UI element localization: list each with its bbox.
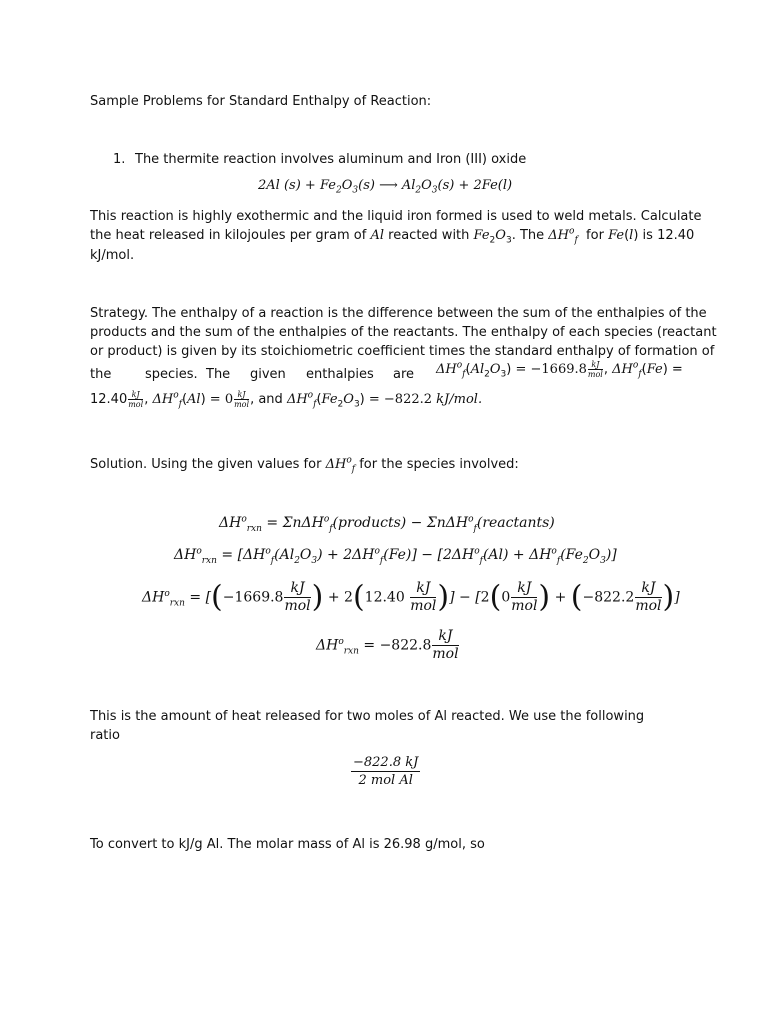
- ratio-fraction: $\frac{-822.8 kJ}{\text{2 mol Al}}$: [353, 755, 419, 788]
- solution-intro: Solution. Using the given values for $\Delta H^o_f$ for the species involved:: [90, 455, 519, 475]
- page-heading: Sample Problems for Standard Enthalpy of Reaction:: [90, 94, 432, 109]
- enthalpy-result-equation: $\Delta H^o_{rxn} = -822.8$ $\frac{kJ}{\text{mol}}$: [316, 628, 459, 662]
- closing-line3: To convert to kJ/g Al. The molar mass of Al is 26.98 g/mol, so: [90, 837, 485, 852]
- problem-paragraph-line3: kJ/mol.: [90, 248, 135, 263]
- problem-statement: The thermite reaction involves aluminum and Iron (III) oxide: [135, 152, 527, 167]
- strategy-word-the2: The: [206, 367, 231, 382]
- strategy-word-given: given: [250, 367, 286, 382]
- strategy-line1: Strategy. The enthalpy of a reaction is the difference between the sum of the enthalpies of the: [90, 306, 707, 321]
- thermite-equation: 2Al $(s) + Fe_2O_3(s)$ ⟶ $Al_2O_3(s) + 2Fe(l)$: [258, 178, 513, 196]
- enthalpy-numeric-equation: $\Delta H^o_{rxn} = [(-1669.8$ $\frac{kJ}{\text{mol}}$ ) + 2(12.40 $\frac{kJ}{\text{mol}}$ )] − [2(0 $\frac{kJ}{\text{mol}}$ ) + (−822.2 $\frac{kJ}{\text{mol}}$ )]: [142, 579, 680, 615]
- strategy-line3: or product) is given by its stoichiometric coefficient times the standard enthalpy of formation of: [90, 344, 715, 359]
- closing-line2: ratio: [90, 728, 120, 743]
- list-number: 1.: [113, 152, 126, 167]
- strategy-values-line1: $\Delta H^o_f(Al_2O_3) = -1669.8$ $\frac{kJ}{\text{mol}}$ , $\Delta H^o_f(Fe)$ =: [436, 360, 683, 380]
- strategy-word-species: species.: [145, 367, 198, 382]
- strategy-line2: products and the sum of the enthalpies of the reactants. The enthalpy of each species (reactant: [90, 325, 717, 340]
- enthalpy-substituted-equation: $\Delta H^o_{rxn} = [\Delta H^o_f(Al_2O_3) + 2\Delta H^o_f(Fe)] - [2\Delta H^o_f(Al) + \Delta H^o_f(Fe_2O_3)]$: [174, 546, 617, 566]
- strategy-word-enthalpies: enthalpies: [306, 367, 374, 382]
- strategy-word-are: are: [393, 367, 415, 382]
- problem-paragraph-line2: the heat released in kilojoules per gram of Al reacted with $Fe_2O_3$. The $\Delta H^o_f$ for Fe(l) is 12.40: [90, 226, 695, 246]
- problem-paragraph-line1: This reaction is highly exothermic and the liquid iron formed is used to weld metals. Calculate: [90, 209, 702, 224]
- closing-line1: This is the amount of heat released for two moles of Al reacted. We use the following: [90, 709, 645, 724]
- strategy-word-the: the: [90, 367, 112, 382]
- enthalpy-general-equation: $\Delta H^o_{rxn}$ = ΣnΔH$^o_f$(products) − ΣnΔH$^o_f$(reactants): [219, 514, 555, 534]
- strategy-values-line2: 12.40 $\frac{kJ}{\text{mol}}$ , $\Delta H^o_f(Al) = 0$ $\frac{kJ}{\text{mol}}$ , and $\Delta H^o_f(Fe_2O_3) = -822.2$ kJ/mol.: [90, 390, 483, 410]
